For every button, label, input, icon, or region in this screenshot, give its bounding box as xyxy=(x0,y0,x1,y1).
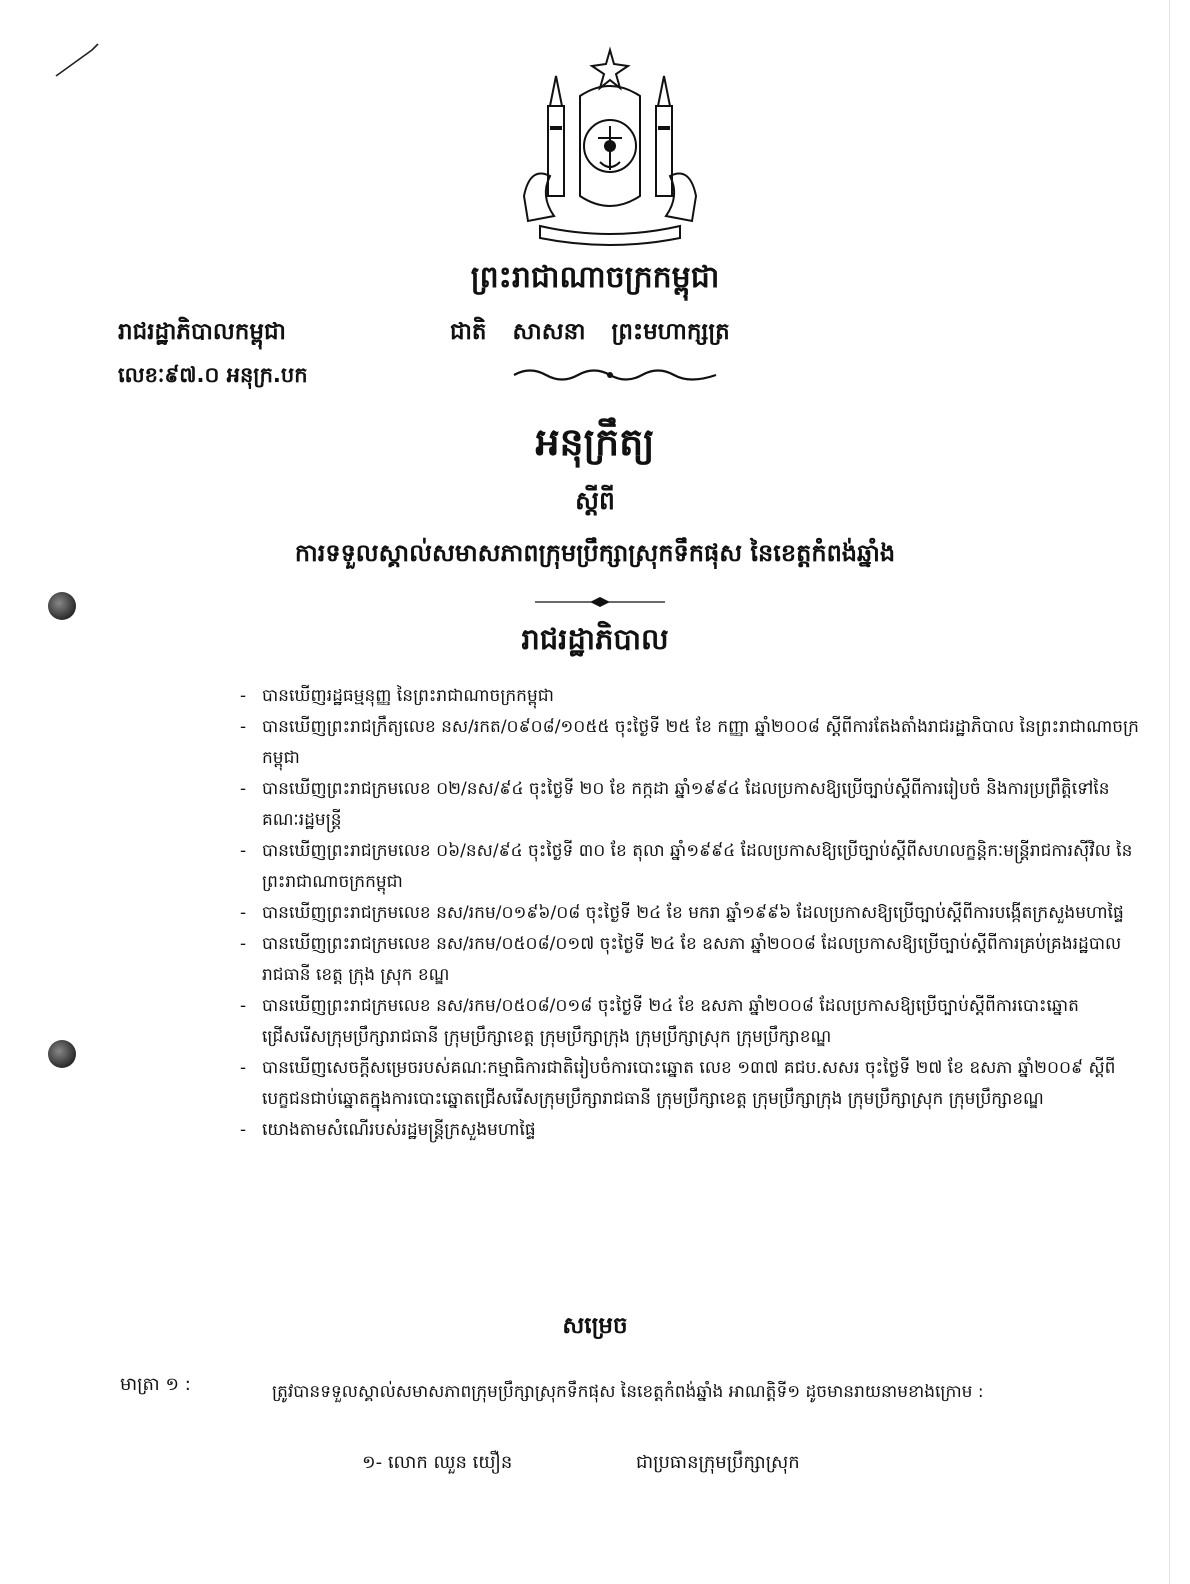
recital-text: បានឃើញព្រះរាជក្រមលេខ ០៦/នស/៩៤ ចុះថ្ងៃទី ៣០ ខែ តុលា ឆ្នាំ១៩៩៤ ដែលប្រកាសឱ្យប្រើច្បាប់ស្តីពីសហលក្ខន្តិកៈមន្ត្រីរាជការស៊ីវិល នៃព្រះរាជាណាចក្រកម្ពុជា xyxy=(262,841,1133,892)
document-about: ស្តីពី xyxy=(575,486,615,515)
recital-item: - បានឃើញសេចក្តីសម្រេចរបស់គណៈកម្មាធិការជាតិរៀបចំការបោះឆ្នោត លេខ ១៣៧ គជប.សសរ ចុះថ្ងៃទី ២៧ ខែ ឧសភា ឆ្នាំ២០០៩ ស្តីពីបេក្ខជនជាប់ឆ្នោតក្នុងការបោះឆ្នោតជ្រើសរើសក្រុមប្រឹក្សារាជធានី ក្រុមប្រឹក្សាខេត្ត ក្រុមប្រឹក្សាក្រុង ក្រុមប្រឹក្សាស្រុក ក្រុមប្រឹក្សាខណ្ឌ xyxy=(240,1053,1140,1115)
recital-item: - យោងតាមសំណើរបស់រដ្ឋមន្ត្រីក្រសួងមហាផ្ទៃ xyxy=(240,1115,1140,1146)
section-divider xyxy=(535,596,665,608)
royal-coat-of-arms-icon xyxy=(510,46,710,246)
recital-text: យោងតាមសំណើរបស់រដ្ឋមន្ត្រីក្រសួងមហាផ្ទៃ xyxy=(262,1120,536,1140)
recital-item: - បានឃើញព្រះរាជក្រមលេខ នស/រកម/០១៩៦/០៨ ចុះថ្ងៃទី ២៤ ខែ មករា ឆ្នាំ១៩៩៦ ដែលប្រកាសឱ្យប្រើច្បាប់ស្តីពីការបង្កើតក្រសួងមហាផ្ទៃ xyxy=(240,898,1140,929)
pen-mark xyxy=(52,40,102,80)
recital-item: - បានឃើញព្រះរាជក្រមលេខ ០២/នស/៩៤ ចុះថ្ងៃទី ២០ ខែ កក្កដា ឆ្នាំ១៩៩៤ ដែលប្រកាសឱ្យប្រើច្បាប់ស្តីពីការរៀបចំ និងការប្រព្រឹត្តិទៅនៃគណៈរដ្ឋមន្ត្រី xyxy=(240,774,1140,836)
recital-text: បានឃើញសេចក្តីសម្រេចរបស់គណៈកម្មាធិការជាតិរៀបចំការបោះឆ្នោត លេខ ១៣៧ គជប.សសរ ចុះថ្ងៃទី ២៧ ខែ ឧសភា ឆ្នាំ២០០៩ ស្តីពីបេក្ខជនជាប់ឆ្នោតក្នុងការបោះឆ្នោតជ្រើសរើសក្រុមប្រឹក្សារាជធានី ក្រុមប្រឹក្សាខេត្ត ក្រុមប្រឹក្សាក្រុង ក្រុមប្រឹក្សាស្រុក ក្រុមប្រឹក្សាខណ្ឌ xyxy=(262,1058,1116,1109)
reference-number: លេខៈ៩៧.០ អនុក្រ.បក xyxy=(118,363,308,387)
recital-item: - បានឃើញព្រះរាជក្រមលេខ ០៦/នស/៩៤ ចុះថ្ងៃទី ៣០ ខែ តុលា ឆ្នាំ១៩៩៤ ដែលប្រកាសឱ្យប្រើច្បាប់ស្តីពីសហលក្ខន្តិកៈមន្ត្រីរាជការស៊ីវិល នៃព្រះរាជាណាចក្រកម្ពុជា xyxy=(240,836,1140,898)
document-subject: ការទទួលស្គាល់សមាសភាពក្រុមប្រឹក្សាស្រុកទឹកផុស នៃខេត្តកំពង់ឆ្នាំង xyxy=(294,539,896,567)
page-edge-line xyxy=(1169,0,1170,1584)
punch-hole-top xyxy=(48,592,76,620)
article-text: ត្រូវបានទទួលស្គាល់សមាសភាពក្រុមប្រឹក្សាស្រុកទឹកផុស នៃខេត្តកំពង់ឆ្នាំង អាណត្តិទី១ ដូចមានរាយនាមខាងក្រោម : xyxy=(272,1382,984,1402)
document-title: អនុក្រឹត្យ xyxy=(535,420,655,464)
member-name: ១- លោក ឈួន យឿន xyxy=(362,1452,513,1473)
member-role: ជាប្រធានក្រុមប្រឹក្សាស្រុក xyxy=(636,1452,800,1473)
recital-text: បានឃើញព្រះរាជក្រឹត្យលេខ នស/រកត/០៩០៨/១០៥៥ ចុះថ្ងៃទី ២៥ ខែ កញ្ញា ឆ្នាំ២០០៨ ស្តីពីការតែងតាំងរាជរដ្ឋាភិបាល នៃព្រះរាជាណាចក្រកម្ពុជា xyxy=(262,717,1139,768)
kingdom-title: ព្រះរាជាណាចក្រកម្ពុជា xyxy=(470,260,720,295)
article-label: មាត្រា ១ : xyxy=(120,1374,191,1395)
national-motto: ជាតិ សាសនា ព្រះមហាក្សត្រ xyxy=(450,319,730,345)
decision-heading: សម្រេច xyxy=(562,1313,628,1339)
recital-text: បានឃើញព្រះរាជក្រមលេខ ០២/នស/៩៤ ចុះថ្ងៃទី ២០ ខែ កក្កដា ឆ្នាំ១៩៩៤ ដែលប្រកាសឱ្យប្រើច្បាប់ស្តីពីការរៀបចំ និងការប្រព្រឹត្តិទៅនៃគណៈរដ្ឋមន្ត្រី xyxy=(262,779,1110,830)
recital-item: - បានឃើញព្រះរាជក្រមលេខ នស/រកម/០៥០៨/០១៧ ចុះថ្ងៃទី ២៤ ខែ ឧសភា ឆ្នាំ២០០៨ ដែលប្រកាសឱ្យប្រើច្បាប់ស្តីពីការគ្រប់គ្រងរដ្ឋបាលរាជធានី ខេត្ត ក្រុង ស្រុក ខណ្ឌ xyxy=(240,929,1140,991)
recital-text: បានឃើញរដ្ឋធម្មនុញ្ញ នៃព្រះរាជាណាចក្រកម្ពុជា xyxy=(262,686,554,706)
recital-item: - បានឃើញរដ្ឋធម្មនុញ្ញ នៃព្រះរាជាណាចក្រកម្ពុជា xyxy=(240,681,1140,712)
punch-hole-bottom xyxy=(48,1040,76,1068)
recital-text: បានឃើញព្រះរាជក្រមលេខ នស/រកម/០៥០៨/០១៧ ចុះថ្ងៃទី ២៤ ខែ ឧសភា ឆ្នាំ២០០៨ ដែលប្រកាសឱ្យប្រើច្បាប់ស្តីពីការគ្រប់គ្រងរដ្ឋបាលរាជធានី ខេត្ត ក្រុង ស្រុក ខណ្ឌ xyxy=(262,934,1122,985)
recitals-list xyxy=(240,681,1140,1146)
recital-text: បានឃើញព្រះរាជក្រមលេខ នស/រកម/០១៩៦/០៨ ចុះថ្ងៃទី ២៤ ខែ មករា ឆ្នាំ១៩៩៦ ដែលប្រកាសឱ្យប្រើច្បាប់ស្តីពីការបង្កើតក្រសួងមហាផ្ទៃ xyxy=(262,903,1124,923)
recital-item: - បានឃើញព្រះរាជក្រឹត្យលេខ នស/រកត/០៩០៨/១០៥៥ ចុះថ្ងៃទី ២៥ ខែ កញ្ញា ឆ្នាំ២០០៨ ស្តីពីការតែងតាំងរាជរដ្ឋាភិបាល នៃព្រះរាជាណាចក្រកម្ពុជា xyxy=(240,712,1140,774)
issuing-authority: រាជរដ្ឋាភិបាល xyxy=(521,622,669,656)
recital-item: - បានឃើញព្រះរាជក្រមលេខ នស/រកម/០៥០៨/០១៨ ចុះថ្ងៃទី ២៤ ខែ ឧសភា ឆ្នាំ២០០៨ ដែលប្រកាសឱ្យប្រើច្បាប់ស្តីពីការបោះឆ្នោតជ្រើសរើសក្រុមប្រឹក្សារាជធានី ក្រុមប្រឹក្សាខេត្ត ក្រុមប្រឹក្សាក្រុង ក្រុមប្រឹក្សាស្រុក ក្រុមប្រឹក្សាខណ្ឌ xyxy=(240,991,1140,1053)
motto-ornament xyxy=(510,364,720,386)
recital-text: បានឃើញព្រះរាជក្រមលេខ នស/រកម/០៥០៨/០១៨ ចុះថ្ងៃទី ២៤ ខែ ឧសភា ឆ្នាំ២០០៨ ដែលប្រកាសឱ្យប្រើច្បាប់ស្តីពីការបោះឆ្នោតជ្រើសរើសក្រុមប្រឹក្សារាជធានី ក្រុមប្រឹក្សាខេត្ត ក្រុមប្រឹក្សាក្រុង ក្រុមប្រឹក្សាស្រុក ក្រុមប្រឹក្សាខណ្ឌ xyxy=(262,996,1079,1047)
government-name: រាជរដ្ឋាភិបាលកម្ពុជា xyxy=(118,319,286,345)
